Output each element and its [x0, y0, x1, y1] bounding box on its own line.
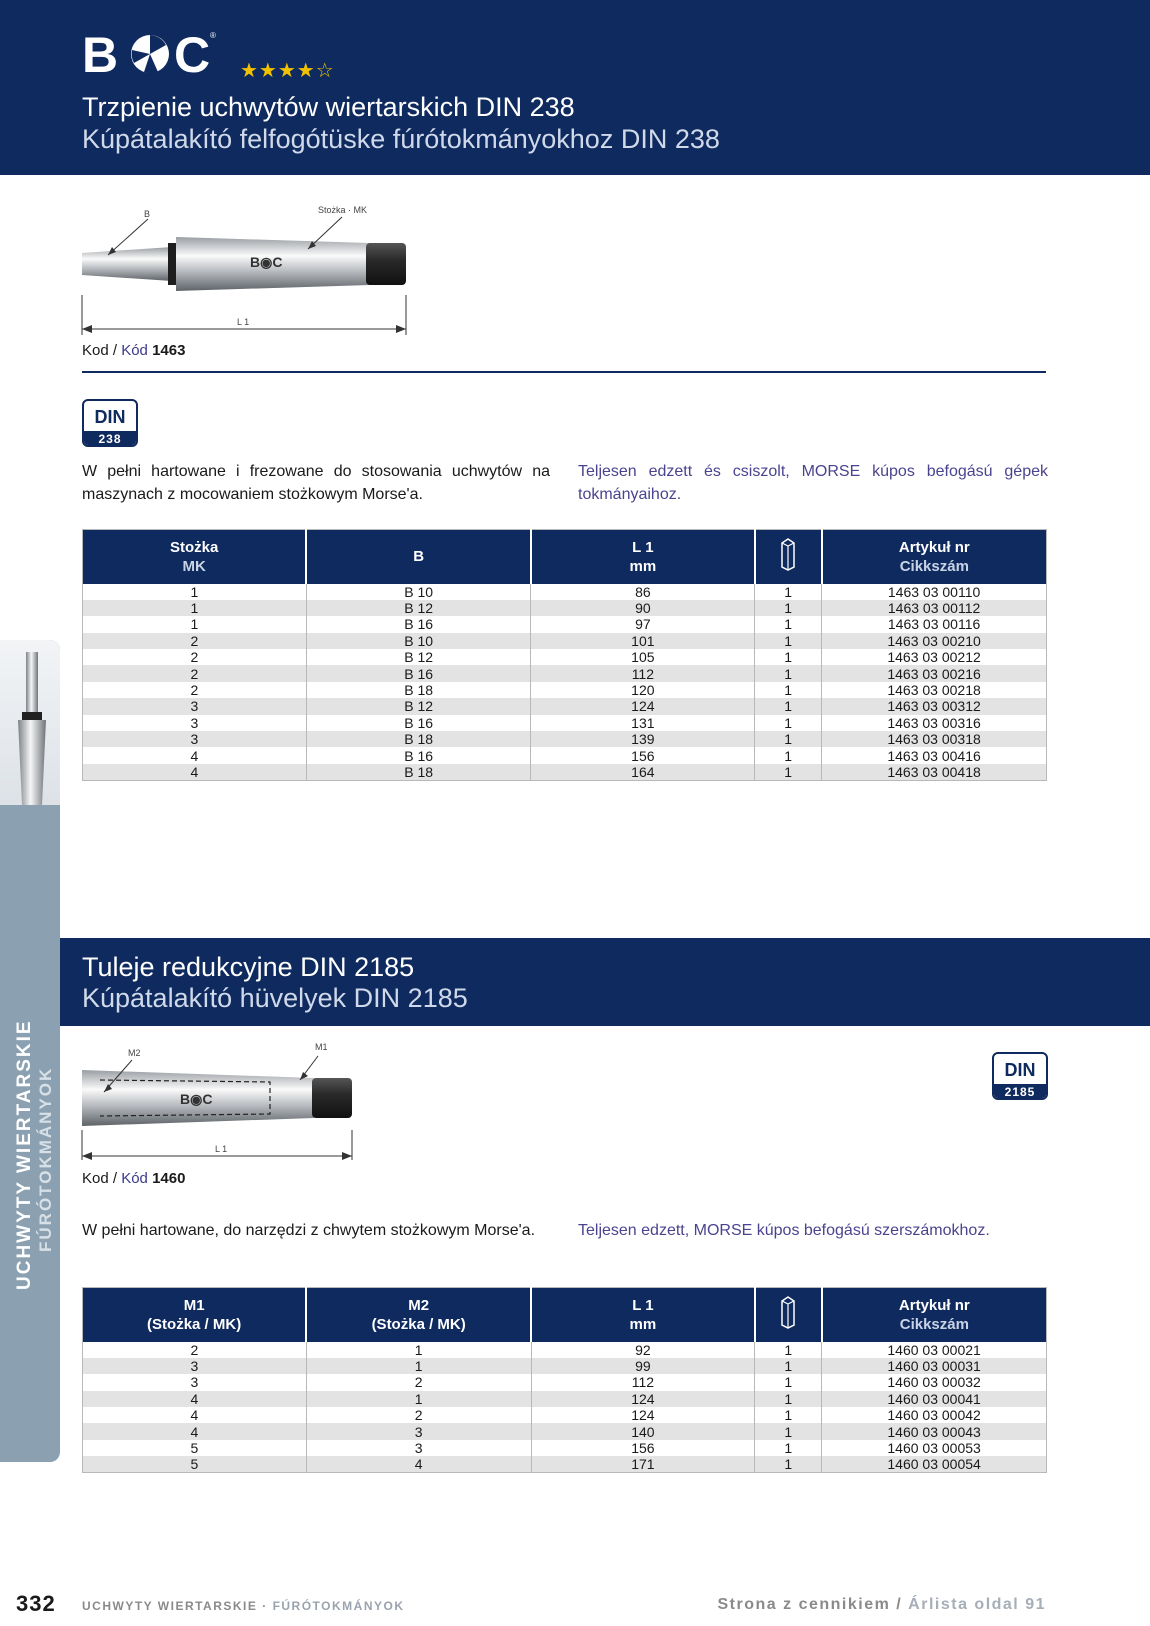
- table-cell: 1: [306, 1358, 531, 1374]
- table-cell: 1463 03 00418: [822, 764, 1047, 781]
- sidebar-thumbnail: [0, 640, 60, 805]
- table-cell: 1: [755, 1342, 822, 1358]
- table-cell: 1: [83, 600, 307, 616]
- table-cell: 156: [531, 1440, 755, 1456]
- page-title-pl: Trzpienie uchwytów wiertarskich DIN 238: [82, 92, 575, 122]
- col-header-m1: M1 (Stożka / MK): [83, 1288, 307, 1342]
- footer-category: UCHWYTY WIERTARSKIE · FÚRÓTOKMÁNYOK: [82, 1599, 405, 1613]
- table-cell: 1463 03 00116: [822, 616, 1047, 632]
- table-cell: 1: [755, 1456, 822, 1473]
- table-cell: 1463 03 00110: [822, 584, 1047, 600]
- table-cell: 2: [83, 649, 307, 665]
- table-cell: 1463 03 00216: [822, 665, 1047, 681]
- table-cell: B 18: [306, 731, 531, 747]
- table-row: [83, 715, 1047, 731]
- table-cell: 1: [755, 1407, 822, 1423]
- table-cell: 139: [531, 731, 755, 747]
- col-header-taper: Stożka MK: [83, 530, 307, 584]
- table-cell: 1: [755, 584, 822, 600]
- table-cell: 1460 03 00041: [822, 1391, 1047, 1407]
- package-icon: [779, 1295, 797, 1329]
- table-cell: B 12: [306, 600, 531, 616]
- table-row: [83, 1423, 1047, 1439]
- table-cell: B 12: [306, 698, 531, 714]
- table-cell: 4: [83, 1391, 307, 1407]
- table-cell: 1: [755, 1423, 822, 1439]
- table-cell: 1460 03 00031: [822, 1358, 1047, 1374]
- table-cell: 1: [755, 715, 822, 731]
- table-row: [83, 1456, 1047, 1473]
- din-badge-2185: DIN 2185: [992, 1052, 1048, 1100]
- section-divider: [82, 371, 1046, 373]
- table-cell: 4: [83, 1423, 307, 1439]
- table-cell: 1463 03 00112: [822, 600, 1047, 616]
- table-row: [83, 633, 1047, 649]
- table-cell: B 16: [306, 665, 531, 681]
- col-header-package-2: [755, 1288, 822, 1342]
- product-diagram-1463: [80, 205, 460, 345]
- table-cell: 3: [306, 1440, 531, 1456]
- col-header-m2: M2 (Stożka / MK): [306, 1288, 531, 1342]
- logo-text: B: [82, 28, 119, 78]
- table-row: [83, 1440, 1047, 1456]
- table-cell: 1: [755, 1374, 822, 1390]
- table-cell: 4: [83, 764, 307, 781]
- table-cell: 90: [531, 600, 755, 616]
- sidebar-label-hu: FÚRÓTOKMÁNYOK: [36, 1066, 55, 1252]
- table-row: [83, 665, 1047, 681]
- table-cell: 1460 03 00053: [822, 1440, 1047, 1456]
- table-row: [83, 616, 1047, 632]
- table-cell: 112: [531, 1374, 755, 1390]
- table-cell: 124: [531, 1391, 755, 1407]
- table-cell: B 18: [306, 682, 531, 698]
- package-icon: [779, 537, 797, 571]
- col-header-b: B: [306, 530, 531, 584]
- col-header-article: Artykuł nr Cikkszám: [822, 530, 1047, 584]
- table-cell: 171: [531, 1456, 755, 1473]
- table-cell: 2: [306, 1374, 531, 1390]
- description-hu-1460: Teljesen edzett, MORSE kúpos befogású szerszámokhoz.: [578, 1222, 990, 1239]
- table-row: [83, 1391, 1047, 1407]
- table-cell: 1: [755, 600, 822, 616]
- table-cell: 2: [83, 682, 307, 698]
- table-cell: 120: [531, 682, 755, 698]
- table-cell: 112: [531, 665, 755, 681]
- table-cell: 1: [755, 764, 822, 781]
- table-cell: 2: [83, 633, 307, 649]
- spec-table-1460: [82, 1287, 1047, 1473]
- table-cell: 4: [306, 1456, 531, 1473]
- col-header-l1: L 1 mm: [531, 530, 755, 584]
- description-hu-1463: Teljesen edzett és csiszolt, MORSE kúpos befogású gépek tokmányaihoz.: [578, 463, 1048, 503]
- table-cell: 1463 03 00316: [822, 715, 1047, 731]
- table-cell: 1463 03 00210: [822, 633, 1047, 649]
- sidebar-label-pl: UCHWYTY WIERTARSKIE: [14, 1019, 35, 1290]
- table-cell: 105: [531, 649, 755, 665]
- footer-pricelist: Strona z cennikiem / Árlista oldal 91: [717, 1596, 1046, 1613]
- svg-text:®: ®: [210, 31, 216, 40]
- table-cell: B 16: [306, 715, 531, 731]
- table-row: [83, 649, 1047, 665]
- diagram-label-taper: Stożka · MK: [318, 205, 368, 215]
- table-cell: 97: [531, 616, 755, 632]
- table-cell: 1460 03 00032: [822, 1374, 1047, 1390]
- rating-stars: ★★★★☆: [240, 58, 335, 82]
- table-cell: 4: [83, 747, 307, 763]
- table-cell: 1: [755, 649, 822, 665]
- diagram-label-l1: L 1: [237, 317, 250, 327]
- table-cell: 2: [83, 1342, 307, 1358]
- table-cell: 101: [531, 633, 755, 649]
- table-cell: 3: [83, 1358, 307, 1374]
- table-cell: 3: [83, 731, 307, 747]
- table-cell: 131: [531, 715, 755, 731]
- diagram-label-b: B: [144, 209, 151, 219]
- table-cell: 1: [755, 665, 822, 681]
- table-cell: B 10: [306, 584, 531, 600]
- table-cell: 1: [755, 682, 822, 698]
- engraved-logo-2: B◉C: [180, 1091, 213, 1107]
- table-cell: 140: [531, 1423, 755, 1439]
- description-pl-1463: W pełni hartowane i frezowane do stosowania uchwytów na maszynach z mocowaniem stożkowym Morse'a.: [82, 463, 550, 503]
- table-cell: 92: [531, 1342, 755, 1358]
- table-row: [83, 584, 1047, 600]
- table-cell: 1: [306, 1342, 531, 1358]
- col-header-package: [755, 530, 822, 584]
- page-title-hu: Kúpátalakító felfogótüske fúrótokmányokhoz DIN 238: [82, 124, 720, 154]
- table-cell: 124: [531, 698, 755, 714]
- table-row: [83, 747, 1047, 763]
- table-cell: 1: [755, 1358, 822, 1374]
- diagram-label-m2: M2: [128, 1048, 141, 1058]
- table-cell: 124: [531, 1407, 755, 1423]
- table-cell: 1460 03 00054: [822, 1456, 1047, 1473]
- table-cell: B 10: [306, 633, 531, 649]
- table-cell: 1: [306, 1391, 531, 1407]
- product-code-1460: Kod / Kód 1460: [82, 1170, 186, 1187]
- product-diagram-1460: [80, 1038, 390, 1168]
- table-cell: B 18: [306, 764, 531, 781]
- table-cell: 156: [531, 747, 755, 763]
- table-row: [83, 682, 1047, 698]
- table-cell: 1: [755, 698, 822, 714]
- table-cell: 1: [83, 584, 307, 600]
- table-cell: 86: [531, 584, 755, 600]
- page-number: 332: [16, 1591, 56, 1616]
- din-badge-238: DIN 238: [82, 399, 138, 447]
- table-cell: 3: [83, 698, 307, 714]
- table-cell: 164: [531, 764, 755, 781]
- engraved-logo: B◉C: [250, 254, 283, 270]
- section-title-pl-2185: Tuleje redukcyjne DIN 2185: [82, 952, 415, 982]
- diagram-label-l1-2: L 1: [215, 1144, 228, 1154]
- table-cell: 99: [531, 1358, 755, 1374]
- table-cell: 3: [83, 715, 307, 731]
- boc-logo: [82, 28, 222, 78]
- table-cell: 1463 03 00318: [822, 731, 1047, 747]
- table-cell: 1463 03 00218: [822, 682, 1047, 698]
- description-pl-1460: W pełni hartowane, do narzędzi z chwytem stożkowym Morse'a.: [82, 1222, 536, 1239]
- table-cell: 1463 03 00312: [822, 698, 1047, 714]
- table-row: [83, 1407, 1047, 1423]
- table-cell: B 16: [306, 616, 531, 632]
- table-cell: 3: [306, 1423, 531, 1439]
- table-cell: B 16: [306, 747, 531, 763]
- table-row: [83, 764, 1047, 781]
- table-cell: 1463 03 00212: [822, 649, 1047, 665]
- table-cell: 5: [83, 1456, 307, 1473]
- diagram-label-m1: M1: [315, 1042, 328, 1052]
- svg-text:C: C: [174, 28, 211, 78]
- table-row: [83, 1374, 1047, 1390]
- table-row: [83, 698, 1047, 714]
- table-cell: 1: [755, 1391, 822, 1407]
- col-header-l1-2: L 1 mm: [531, 1288, 755, 1342]
- table-row: [83, 731, 1047, 747]
- table-cell: 3: [83, 1374, 307, 1390]
- table-cell: 1: [755, 731, 822, 747]
- table-cell: 2: [83, 665, 307, 681]
- table-cell: 4: [83, 1407, 307, 1423]
- section-title-hu-2185: Kúpátalakító hüvelyek DIN 2185: [82, 983, 468, 1013]
- table-cell: 1463 03 00416: [822, 747, 1047, 763]
- table-cell: 2: [306, 1407, 531, 1423]
- table-cell: 1: [755, 616, 822, 632]
- table-cell: 1460 03 00043: [822, 1423, 1047, 1439]
- table-cell: 5: [83, 1440, 307, 1456]
- table-row: [83, 1342, 1047, 1358]
- table-cell: 1: [83, 616, 307, 632]
- spec-table-1463: [82, 529, 1047, 781]
- table-cell: 1460 03 00042: [822, 1407, 1047, 1423]
- product-code-1463: Kod / Kód 1463: [82, 342, 186, 359]
- col-header-article-2: Artykuł nr Cikkszám: [822, 1288, 1047, 1342]
- table-cell: 1: [755, 1440, 822, 1456]
- table-row: [83, 600, 1047, 616]
- table-cell: 1: [755, 633, 822, 649]
- table-cell: B 12: [306, 649, 531, 665]
- table-cell: 1460 03 00021: [822, 1342, 1047, 1358]
- table-cell: 1: [755, 747, 822, 763]
- table-row: [83, 1358, 1047, 1374]
